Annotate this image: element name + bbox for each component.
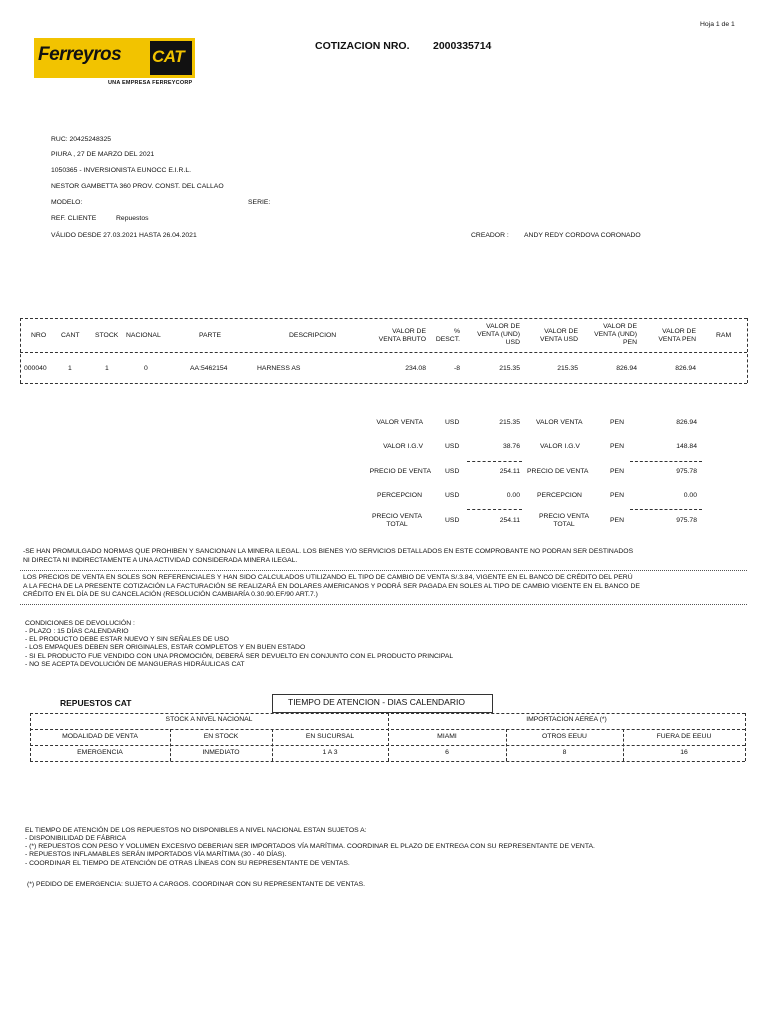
row-nro: 000040 xyxy=(24,365,47,372)
place-date: PIURA , 27 DE MARZO DEL 2021 xyxy=(51,151,155,158)
col-desc-2: DESCT. xyxy=(435,336,460,343)
col-nacional: NACIONAL xyxy=(126,332,161,339)
total-valor-venta-cur-usd: USD xyxy=(445,419,460,426)
total-igv-label-pen: VALOR I.G.V xyxy=(540,443,580,450)
cell-miami: 6 xyxy=(445,749,449,756)
total-percepcion-cur-usd: USD xyxy=(445,492,460,499)
devolucion-item: - SI EL PRODUCTO FUE VENDIDO CON UNA PROMOCIÓN, DEBERÁ SER DEVUELTO EN CONJUNTO CON EL PRODUCTO PRINCIPAL xyxy=(25,653,454,660)
logo-tagline: UNA EMPRESA FERREYCORP xyxy=(108,80,193,86)
group-importacion-aerea: IMPORTACION AEREA (*) xyxy=(526,716,607,723)
devolucion-item: - EL PRODUCTO DEBE ESTAR NUEVO Y SIN SEÑALES DE USO xyxy=(25,636,229,643)
row-parte: AA:5462154 xyxy=(190,365,228,372)
footer-note-title: EL TIEMPO DE ATENCIÓN DE LOS REPUESTOS NO DISPONIBLES A NIVEL NACIONAL ESTAN SUJETOS A: xyxy=(25,827,367,834)
cell-otros-eeuu: 8 xyxy=(562,749,567,756)
cell-en-sucursal: 1 A 3 xyxy=(322,749,338,756)
items-table-header-border xyxy=(20,352,747,353)
creator-name: ANDY REDY CORDOVA CORONADO xyxy=(524,232,641,239)
notice-mineria-2: NI DIRECTA NI INDIRECTAMENTE A UNA ACTIVIDAD CONSIDERADA MINERA ILEGAL. xyxy=(23,557,298,564)
total-precio-venta-usd: 254.11 xyxy=(499,468,520,475)
items-table-right-border xyxy=(747,318,748,383)
row-unit-usd: 215.35 xyxy=(499,365,520,372)
footer-note: - REPUESTOS INFLAMABLES SERÁN IMPORTADOS VÍA MARÍTIMA (30 - 40 DÍAS). xyxy=(25,851,287,858)
client-name: 1050365 - INVERSIONISTA EUNOCC E.I.R.L. xyxy=(51,167,192,174)
row-descripcion: HARNESS AS xyxy=(257,365,301,372)
total-valor-venta-usd: 215.35 xyxy=(499,419,520,426)
col-nro: NRO xyxy=(31,332,47,339)
hdr-en-stock: EN STOCK xyxy=(203,733,239,740)
col-venta-pen-2: VENTA PEN xyxy=(658,336,696,343)
total-final-cur-usd: USD xyxy=(445,517,460,524)
ref-cliente-label: REF. CLIENTE xyxy=(51,215,97,222)
total-valor-venta-label: VALOR VENTA xyxy=(376,419,423,426)
creator-label: CREADOR : xyxy=(471,232,509,239)
hdr-miami: MIAMI xyxy=(437,733,457,740)
total-final-label-pen-a: PRECIO VENTA xyxy=(538,513,590,520)
hdr-fuera-eeuu: FUERA DE EEUU xyxy=(656,733,712,740)
col-cant: CANT xyxy=(61,332,80,339)
total-rule-pen xyxy=(630,509,702,510)
serie-label: SERIE: xyxy=(248,199,271,206)
total-final-label-b: TOTAL xyxy=(386,521,408,528)
col-unit-pen-3: PEN xyxy=(623,339,637,346)
notice-mineria-1: -SE HAN PROMULGADO NORMAS QUE PROHIBEN Y SANCIONAN LA MINERA ILEGAL. LOS BIENES Y/O SERVICIOS DETALLADOS EN ESTE COMPROBANTE NO PODRAN SER DESTINADOS xyxy=(23,548,634,555)
col-stock: STOCK xyxy=(95,332,119,339)
total-percepcion-label: PERCEPCION xyxy=(377,492,422,499)
notice-divider-2 xyxy=(20,604,747,605)
row-stock: 1 xyxy=(105,365,109,372)
total-final-usd: 254.11 xyxy=(499,517,520,524)
cat-logo-text: CAT xyxy=(152,47,185,66)
col-unit-usd-2: VENTA (UND) xyxy=(477,331,520,338)
col-valor-bruto-1: VALOR DE xyxy=(392,328,426,335)
row-bruto: 234.08 xyxy=(405,365,426,372)
validity: VÁLIDO DESDE 27.03.2021 HASTA 26.04.2021 xyxy=(51,232,197,239)
col-desc-1: % xyxy=(453,328,460,335)
row-unit-pen: 826.94 xyxy=(616,365,637,372)
total-percepcion-pen: 0.00 xyxy=(683,492,697,499)
total-final-label-a: PRECIO VENTA xyxy=(371,513,423,520)
client-ruc: RUC: 20425248325 xyxy=(51,136,112,143)
emergency-note: (*) PEDIDO DE EMERGENCIA: SUJETO A CARGOS. COORDINAR CON SU REPRESENTANTE DE VENTAS. xyxy=(27,881,366,888)
total-igv-cur-usd: USD xyxy=(445,443,460,450)
notice-tc-3: CRÉDITO EN EL DÍA DE SU CANCELACIÓN (RESOLUCIÓN CAMBIARÍA 0.30.90.EF/90 ART.7.) xyxy=(23,591,318,598)
total-final-pen: 975.78 xyxy=(676,517,697,524)
total-percepcion-usd: 0.00 xyxy=(506,492,520,499)
col-descripcion: DESCRIPCION xyxy=(289,332,337,339)
subtotal-rule-usd xyxy=(467,461,522,462)
col-unit-pen-2: VENTA (UND) xyxy=(594,331,637,338)
quote-number: 2000335714 xyxy=(433,40,492,52)
page-number: Hoja 1 de 1 xyxy=(700,21,735,28)
group-stock-nacional: STOCK A NIVEL NACIONAL xyxy=(165,716,253,723)
total-igv-cur-pen: PEN xyxy=(610,443,624,450)
total-igv-pen: 148.84 xyxy=(676,443,697,450)
items-table-top-border xyxy=(20,318,747,319)
total-percepcion-cur-pen: PEN xyxy=(610,492,624,499)
row-venta-usd: 215.35 xyxy=(557,365,578,372)
row-cant: 1 xyxy=(68,365,72,372)
total-valor-venta-pen: 826.94 xyxy=(676,419,697,426)
devolucion-item: - LOS EMPAQUES DEBEN SER ORIGINALES, ESTAR COMPLETOS Y EN BUEN ESTADO xyxy=(25,644,306,651)
tiempo-title: TIEMPO DE ATENCION - DIAS CALENDARIO xyxy=(288,697,465,707)
total-igv-usd: 38.76 xyxy=(502,443,520,450)
total-precio-venta-cur-usd: USD xyxy=(445,468,460,475)
logo-brand-text: Ferreyros xyxy=(38,44,122,65)
ref-cliente-value: Repuestos xyxy=(116,215,149,222)
total-valor-venta-cur-pen: PEN xyxy=(610,419,624,426)
footer-note: - DISPONIBILIDAD DE FÁBRICA xyxy=(25,835,127,842)
notice-tc-1: LOS PRECIOS DE VENTA EN SOLES SON REFERENCIALES Y HAN SIDO CALCULADOS UTILIZANDO EL TIPO DE CAMBIO DE VENTA S/.3.84, VIGENTE EN EL BANCO DE CRÉDITO DEL PERÚ xyxy=(23,574,633,581)
subtotal-rule-pen xyxy=(630,461,702,462)
devolucion-title: CONDICIONES DE DEVOLUCIÓN : xyxy=(25,620,135,627)
hdr-en-sucursal: EN SUCURSAL xyxy=(305,733,355,740)
client-address: NESTOR GAMBETTA 360 PROV. CONST. DEL CALLAO xyxy=(51,183,224,190)
tiempo-table-right xyxy=(745,713,746,761)
col-venta-usd-2: VENTA USD xyxy=(539,336,578,343)
devolucion-item: - NO SE ACEPTA DEVOLUCIÓN DE MANGUERAS HIDRÁULICAS CAT xyxy=(25,661,245,668)
col-venta-pen-1: VALOR DE xyxy=(662,328,696,335)
cell-modalidad: EMERGENCIA xyxy=(77,749,123,756)
total-percepcion-label-pen: PERCEPCION xyxy=(537,492,582,499)
cell-en-stock: INMEDIATO xyxy=(202,749,240,756)
col-unit-pen-1: VALOR DE xyxy=(603,323,637,330)
cell-fuera-eeuu: 16 xyxy=(680,749,688,756)
total-precio-venta-cur-pen: PEN xyxy=(610,468,624,475)
notice-divider-1 xyxy=(20,570,747,571)
total-precio-venta-pen: 975.78 xyxy=(676,468,697,475)
row-venta-pen: 826.94 xyxy=(675,365,696,372)
total-final-cur-pen: PEN xyxy=(610,517,624,524)
col-ram: RAM xyxy=(716,332,732,339)
total-valor-venta-label-pen: VALOR VENTA xyxy=(536,419,583,426)
row-desc: -8 xyxy=(453,365,460,372)
total-precio-venta-label-pen: PRECIO DE VENTA xyxy=(527,468,589,475)
total-igv-label: VALOR I.G.V xyxy=(383,443,423,450)
total-rule-usd xyxy=(467,509,522,510)
total-precio-venta-label: PRECIO DE VENTA xyxy=(369,468,431,475)
quote-label: COTIZACION NRO. xyxy=(315,40,410,52)
modelo-label: MODELO: xyxy=(51,199,83,206)
notice-tc-2: A LA FECHA DE LA PRESENTE COTIZACIÓN LA FACTURACIÓN SE REALIZARÁ EN DOLARES AMERICANOS Y PODRÁ SER PAGADA EN SOLES AL TIPO DE CAMBIO VIGENTE EN EL BANCO DE xyxy=(23,583,640,590)
col-valor-bruto-2: VENTA BRUTO xyxy=(378,336,426,343)
devolucion-item: - PLAZO : 15 DÍAS CALENDARIO xyxy=(25,628,129,635)
hdr-otros-eeuu: OTROS EEUU xyxy=(542,733,587,740)
hdr-modalidad: MODALIDAD DE VENTA xyxy=(62,733,138,740)
total-final-label-pen-b: TOTAL xyxy=(553,521,575,528)
col-unit-usd-1: VALOR DE xyxy=(486,323,520,330)
col-unit-usd-3: USD xyxy=(505,339,520,346)
items-table-bottom-border xyxy=(20,383,747,384)
footer-note: - (*) REPUESTOS CON PESO Y VOLUMEN EXCESIVO DEBERIAN SER IMPORTADOS VÍA MARÍTIMA. COORDINAR EL PLAZO DE ENTREGA CON SU REPRESENTANTE DE VENTA. xyxy=(25,843,595,850)
col-parte: PARTE xyxy=(199,332,222,339)
col-venta-usd-1: VALOR DE xyxy=(544,328,578,335)
row-nacional: 0 xyxy=(144,365,148,372)
footer-note: - COORDINAR EL TIEMPO DE ATENCIÓN DE OTRAS LÍNEAS CON SU REPRESENTANTE DE VENTAS. xyxy=(25,860,350,867)
items-table-left-border xyxy=(20,318,21,383)
repuestos-cat-title: REPUESTOS CAT xyxy=(60,698,132,708)
tiempo-table-bottom xyxy=(30,761,745,762)
